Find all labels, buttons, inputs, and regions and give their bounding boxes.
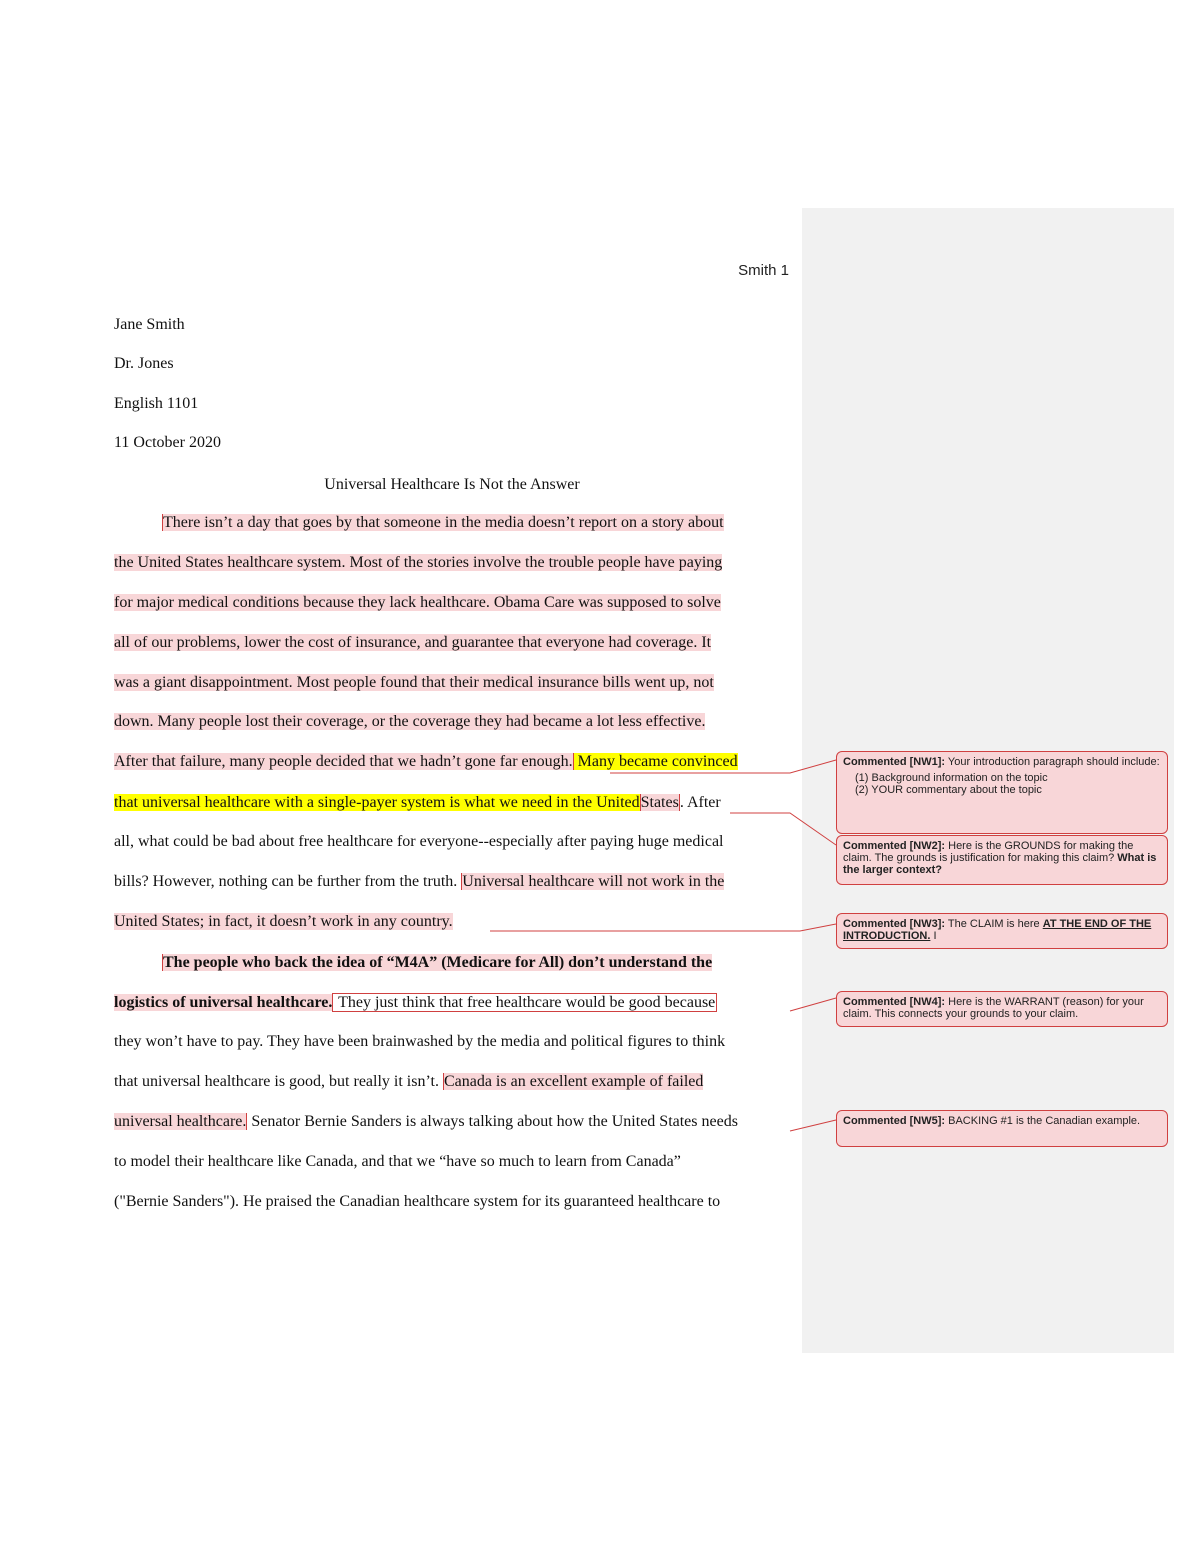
- plain-text: bills? However, nothing can be further from the truth.: [114, 873, 462, 890]
- paragraph-1-line: [114, 592, 721, 614]
- comment-list-item: (2) YOUR commentary about the topic: [855, 784, 1042, 796]
- highlighted-text: Universal healthcare will not work in the: [462, 873, 725, 890]
- paragraph-2-line: [114, 1191, 720, 1213]
- comment-author-tag: Commented [NW4]:: [843, 996, 946, 1008]
- page-header: Smith 1: [738, 262, 789, 279]
- comment-nw1[interactable]: [836, 751, 1168, 834]
- highlighted-text: logistics of universal healthcare.: [114, 994, 333, 1011]
- comment-author-tag: Commented [NW1]:: [843, 756, 946, 768]
- highlighted-text: universal healthcare.: [114, 1113, 247, 1130]
- comment-author-tag: Commented [NW2]:: [843, 840, 946, 852]
- essay-title: Universal Healthcare Is Not the Answer: [324, 476, 580, 493]
- comment-author-tag: Commented [NW3]:: [843, 918, 946, 930]
- comment-nw2[interactable]: [836, 835, 1168, 885]
- comment-list: [843, 772, 1161, 796]
- paragraph-1-line: [114, 911, 453, 933]
- comment-nw4[interactable]: [836, 991, 1168, 1027]
- comment-author-tag: Commented [NW5]:: [843, 1115, 946, 1127]
- plain-text: they won’t have to pay. They have been brainwashed by the media and political figures to think: [114, 1033, 726, 1050]
- plain-text: Senator Bernie Sanders is always talking about how the United States needs: [247, 1113, 738, 1130]
- plain-text: all, what could be bad about free healthcare for everyone--especially after paying huge medical: [114, 833, 724, 850]
- paragraph-2-line: [114, 1031, 725, 1053]
- paragraph-1-line: [114, 672, 714, 694]
- comment-text: Here is the GROUNDS for making the claim. The grounds is justification for making this claim?: [843, 840, 1134, 864]
- paragraph-1-line: [114, 871, 724, 893]
- paragraph-2-line: [162, 952, 712, 974]
- comment-underlined-text: AT THE END OF THE INTRODUCTION.: [843, 918, 1152, 942]
- highlighted-text: There isn’t a day that goes by that someone in the media doesn’t report on a story about: [163, 514, 724, 531]
- instructor-name: Dr. Jones: [114, 355, 174, 372]
- comment-text: I: [930, 930, 937, 942]
- paragraph-2-line: [114, 1071, 703, 1093]
- highlighted-text: all of our problems, lower the cost of insurance, and guarantee that everyone had coverage. It: [114, 634, 712, 651]
- comment-nw3[interactable]: [836, 913, 1168, 949]
- comment-text: Here is the WARRANT (reason) for your claim. This connects your grounds to your claim.: [843, 996, 1144, 1020]
- comment-nw5[interactable]: [836, 1110, 1168, 1147]
- essay-date: 11 October 2020: [114, 434, 221, 451]
- highlighted-text: down. Many people lost their coverage, or the coverage they had became a lot less effective.: [114, 713, 706, 730]
- comment-text: Your introduction paragraph should include:: [945, 756, 1160, 768]
- plain-text: that universal healthcare is good, but really it isn’t.: [114, 1073, 443, 1090]
- course-name: English 1101: [114, 395, 199, 412]
- paragraph-1-line: [114, 552, 722, 574]
- comment-text: The CLAIM is here: [945, 918, 1043, 930]
- plain-text: They just think that free healthcare would be good because: [334, 994, 716, 1011]
- highlighted-text: United States; in fact, it doesn’t work in any country.: [114, 913, 453, 930]
- yellow-highlighted-text: Many became convinced: [573, 753, 738, 770]
- paragraph-1-line: [114, 831, 723, 853]
- comment-bold-text: What is the larger context?: [843, 852, 1157, 876]
- comment-list-item: (1) Background information on the topic: [855, 772, 1048, 784]
- highlighted-text: was a giant disappointment. Most people found that their medical insurance bills went up, not: [114, 674, 714, 691]
- plain-text: ("Bernie Sanders"). He praised the Canadian healthcare system for its guaranteed healthcare to: [114, 1193, 721, 1210]
- paragraph-1-line: [162, 512, 724, 534]
- paragraph-2-line: [114, 1111, 738, 1133]
- comment-text: BACKING #1 is the Canadian example.: [945, 1115, 1141, 1127]
- highlighted-text: After that failure, many people decided that we hadn’t gone far enough.: [114, 753, 573, 770]
- paragraph-2-line: [114, 1151, 681, 1173]
- paragraph-1-line: [114, 711, 705, 733]
- paragraph-1-line: [114, 751, 738, 773]
- highlighted-text: States: [640, 794, 679, 811]
- yellow-highlighted-text: that universal healthcare with a single-payer system is what we need in the United: [114, 794, 640, 811]
- highlighted-text: for major medical conditions because they lack healthcare. Obama Care was supposed to solve: [114, 594, 721, 611]
- highlighted-text: the United States healthcare system. Most of the stories involve the trouble people have paying: [114, 554, 723, 571]
- plain-text: to model their healthcare like Canada, and that we “have so much to learn from Canada”: [114, 1153, 681, 1170]
- highlighted-text: The people who back the idea of “M4A” (Medicare for All) don’t understand the: [163, 954, 713, 971]
- paragraph-1-line: [114, 792, 721, 814]
- author-name: Jane Smith: [114, 316, 185, 333]
- leader-line-nw3: [490, 924, 836, 931]
- paragraph-2-line: [114, 992, 717, 1014]
- paragraph-1-line: [114, 632, 711, 654]
- plain-text: . After: [679, 794, 721, 811]
- highlighted-text: Canada is an excellent example of failed: [443, 1073, 704, 1090]
